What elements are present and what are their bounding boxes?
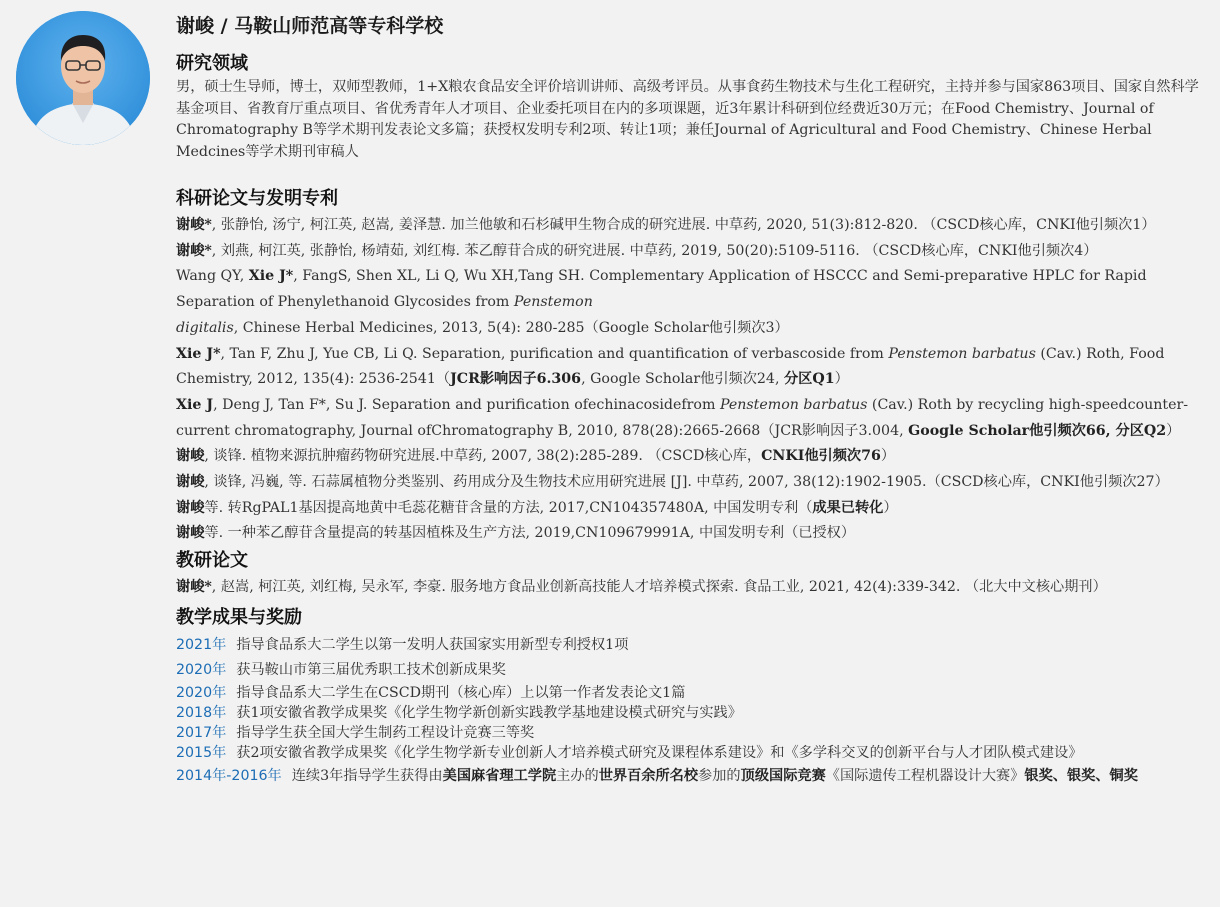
award-item: 2015年 获2项安徽省教学成果奖《化学生物学新专业创新人才培养模式研究及课程体系建设》和《多学科交叉的创新平台与人才团队模式建设》 bbox=[176, 744, 1083, 761]
award-item: 2021年 指导食品系大二学生以第一发明人获国家实用新型专利授权1项 bbox=[176, 636, 629, 653]
award-year: 2015年 bbox=[176, 744, 227, 761]
teaching-paper-item: 谢峻*, 赵嵩, 柯江英, 刘红梅, 吴永军, 李豪. 服务地方食品业创新高技能人才培养模式探索. 食品工业, 2021, 42(4):339-342. （北大中文核心期刊） bbox=[176, 579, 1107, 596]
section-title-teaching-papers: 教研论文 bbox=[176, 550, 248, 572]
award-year: 2017年 bbox=[176, 724, 227, 741]
award-year: 2021年 bbox=[176, 636, 227, 653]
profile-content bbox=[176, 12, 1210, 786]
section-title-papers: 科研论文与发明专利 bbox=[176, 188, 338, 209]
research-description: 男，硕士生导师，博士，双师型教师，1+X粮农食品安全评价培训讲师、高级考评员。从事食药生物技术与生化工程研究，主持并参与国家863项目、国家自然科学基金项目、省教育厅重点项目、省优秀青年人才项目、企业委托项目在内的多项课题，近3年累计科研到位经费近30万元；在Food Chemistry、Journal of Chromatography B等学术期刊发表论文多篇；获授权发明专利2项、转让1项；兼任Journal of Agricultural and Food Chemistry、Chinese Herbal Medcines等学术期刊审稿人 bbox=[176, 79, 1199, 160]
heading-separator: / bbox=[214, 15, 235, 37]
profile-photo bbox=[16, 11, 150, 145]
award-item: 2017年 指导学生获全国大学生制药工程设计竞赛三等奖 bbox=[176, 724, 535, 741]
patent-item: 谢峻等. 转RgPAL1基因提高地黄中毛蕊花糖苷含量的方法, 2017,CN104357480A, 中国发明专利（成果已转化） bbox=[176, 499, 898, 516]
paper-item: Wang QY, Xie J*, FangS, Shen XL, Li Q, Wu XH,Tang SH. Complementary Application of HSCCC and Semi-preparative HPLC for Rapid Separation of Phenylethanoid Glycosides from Penstemon digitalis, Chinese Herbal Medicines, 2013, 5(4): 280-285（Google Scholar他引频次3） bbox=[176, 268, 1147, 336]
section-title-research: 研究领域 bbox=[176, 53, 248, 74]
award-year: 2018年 bbox=[176, 704, 227, 721]
paper-item: 谢峻*, 刘燕, 柯江英, 张静怡, 杨靖茹, 刘红梅. 苯乙醇苷合成的研究进展. 中草药, 2019, 50(20):5109-5116. （CSCD核心库，CNKI他引频次4） bbox=[176, 242, 1098, 259]
avatar-portrait bbox=[16, 11, 150, 145]
award-year: 2020年 bbox=[176, 684, 227, 701]
paper-item: 谢峻, 谈锋, 冯巍, 等. 石蒜属植物分类鉴别、药用成分及生物技术应用研究进展 [J]. 中草药, 2007, 38(12):1902-1905.（CSCD核心库，CNKI他引频次27） bbox=[176, 474, 1169, 491]
award-year: 2014年-2016年 bbox=[176, 767, 282, 784]
award-item: 2014年-2016年 连续3年指导学生获得由美国麻省理工学院主办的世界百余所名校参加的顶级国际竞赛《国际遗传工程机器设计大赛》银奖、银奖、铜奖 bbox=[176, 767, 1138, 784]
award-item: 2018年 获1项安徽省教学成果奖《化学生物学新创新实践教学基地建设模式研究与实践》 bbox=[176, 704, 742, 721]
award-item: 2020年 获马鞍山市第三届优秀职工技术创新成果奖 bbox=[176, 661, 506, 678]
person-name: 谢峻 bbox=[176, 15, 215, 37]
paper-item: 谢峻*, 张静怡, 汤宁, 柯江英, 赵嵩, 姜泽慧. 加兰他敏和石杉碱甲生物合成的研究进展. 中草药, 2020, 51(3):812-820. （CSCD核心库，CNKI他引频次1） bbox=[176, 217, 1156, 233]
profile-heading bbox=[176, 12, 1210, 40]
paper-item: Xie J*, Tan F, Zhu J, Yue CB, Li Q. Separation, purification and quantification of verbascoside from Penstemon barbatus (Cav.) Roth, Food Chemistry, 2012, 135(4): 2536-2541（JCR影响因子6.306, Google Scholar他引频次24, 分区Q1） bbox=[176, 345, 1165, 388]
award-item: 2020年 指导食品系大二学生在CSCD期刊（核心库）上以第一作者发表论文1篇 bbox=[176, 684, 686, 701]
school-name: 马鞍山师范高等专科学校 bbox=[234, 15, 444, 37]
patent-item: 谢峻等. 一种苯乙醇苷含量提高的转基因植株及生产方法, 2019,CN109679991A, 中国发明专利（已授权） bbox=[176, 525, 856, 542]
section-title-awards: 教学成果与奖励 bbox=[176, 606, 302, 628]
award-year: 2020年 bbox=[176, 661, 227, 678]
awards-list bbox=[176, 633, 1210, 786]
paper-item: 谢峻, 谈锋. 植物来源抗肿瘤药物研究进展.中草药, 2007, 38(2):285-289. （CSCD核心库，CNKI他引频次76） bbox=[176, 448, 896, 465]
paper-item: Xie J, Deng J, Tan F*, Su J. Separation and purification ofechinacosidefrom Penstemon barbatus (Cav.) Roth by recycling high-speedcounter-current chromatography, Journal ofChromatography B, 2010, 878(28):2665-2668（JCR影响因子3.004, Google Scholar他引频次66, 分区Q2） bbox=[176, 396, 1189, 439]
